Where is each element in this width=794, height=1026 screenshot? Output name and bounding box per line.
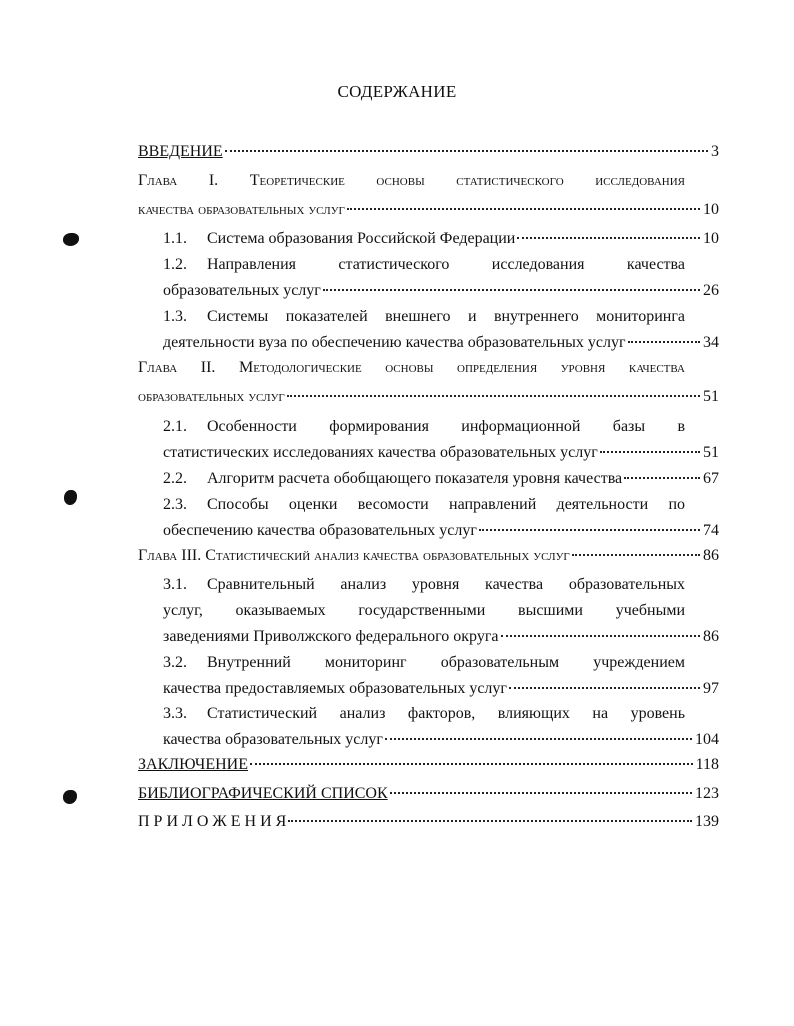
dot-leader xyxy=(225,150,708,152)
toc-entry-conclusion[interactable] xyxy=(138,752,719,778)
toc-entry-label: БИБЛИОГРАФИЧЕСКИЙ СПИСОК xyxy=(138,785,388,802)
dot-leader xyxy=(572,554,700,556)
dot-leader xyxy=(385,738,692,740)
toc-section-number: 3.3. xyxy=(163,705,187,722)
toc-entry-label: обеспечению качества образовательных услуг xyxy=(163,522,477,539)
toc-page-number: 118 xyxy=(695,756,719,773)
toc-section-number: 1.2. xyxy=(163,256,187,273)
toc-chapter-2-line1[interactable]: Глава II. Методологические основы определения уровня качества xyxy=(138,359,685,376)
toc-entry-3-1[interactable] xyxy=(163,624,719,650)
toc-entry-chapter-1[interactable] xyxy=(138,197,719,223)
toc-entry-chapter-3[interactable] xyxy=(138,543,719,569)
toc-entry-bibliography[interactable] xyxy=(138,781,719,807)
dot-leader xyxy=(288,820,692,822)
toc-entry-label: качества предоставляемых образовательных услуг xyxy=(163,680,507,697)
toc-entry-label: Статистический анализ факторов, влияющих на уровень xyxy=(207,705,685,722)
dot-leader xyxy=(250,763,693,765)
toc-entry-3-1-line1[interactable] xyxy=(163,572,685,598)
toc-entry-label: заведениями Приволжского федерального округа xyxy=(163,628,499,645)
toc-entry-label: П Р И Л О Ж Е Н И Я xyxy=(138,813,287,830)
toc-entry-3-3[interactable] xyxy=(163,727,719,753)
toc-entry-intro[interactable] xyxy=(138,139,719,165)
toc-page-number: 34 xyxy=(703,334,719,351)
toc-entry-label: Внутренний мониторинг образовательным учреждением xyxy=(207,654,685,671)
toc-entry-label: Система образования Российской Федерации xyxy=(207,230,516,247)
dot-leader xyxy=(501,635,701,637)
toc-section-number: 1.1. xyxy=(163,230,187,247)
toc-page-number: 123 xyxy=(695,785,719,802)
toc-section-number: 3.1. xyxy=(163,576,187,593)
dot-leader xyxy=(390,792,692,794)
toc-entry-label: Направления статистического исследования качества xyxy=(207,256,685,273)
toc-entry-label: качества образовательных услуг xyxy=(138,201,345,218)
dot-leader xyxy=(323,289,700,291)
toc-entry-label: Глава III. Статистический анализ качества образовательных услуг xyxy=(138,547,570,564)
toc-entry-1-1[interactable] xyxy=(163,226,719,252)
dot-leader xyxy=(628,341,700,343)
toc-section-number: 2.2. xyxy=(163,470,187,487)
toc-entry-label: Способы оценки весомости направлений деятельности по xyxy=(207,496,685,513)
toc-entry-label: ЗАКЛЮЧЕНИЕ xyxy=(138,756,248,773)
toc-entry-label: Сравнительный анализ уровня качества образовательных xyxy=(207,576,685,593)
toc-entry-1-2[interactable] xyxy=(163,278,719,304)
toc-page-number: 86 xyxy=(703,547,719,564)
dot-leader xyxy=(287,395,700,397)
toc-entry-label: качества образовательных услуг xyxy=(163,731,383,748)
toc-section-number: 2.3. xyxy=(163,496,187,513)
toc-entry-3-3-line1[interactable] xyxy=(163,701,685,727)
toc-page-number: 26 xyxy=(703,282,719,299)
toc-entry-1-3[interactable] xyxy=(163,330,719,356)
toc-entry-3-2-line1[interactable] xyxy=(163,650,685,676)
toc-entry-1-2-line1[interactable] xyxy=(163,252,685,278)
toc-page-number: 86 xyxy=(703,628,719,645)
toc-entry-label: Системы показателей внешнего и внутреннего мониторинга xyxy=(207,308,685,325)
toc-section-number: 1.3. xyxy=(163,308,187,325)
toc-chapter-1-line1[interactable]: Глава I. Теоретические основы статистического исследования xyxy=(138,172,685,189)
toc-entry-label: Алгоритм расчета обобщающего показателя уровня качества xyxy=(207,470,623,487)
toc-entry-3-2[interactable] xyxy=(163,676,719,702)
toc-entry-2-1-line1[interactable] xyxy=(163,414,685,440)
toc-entry-label: ВВЕДЕНИЕ xyxy=(138,143,223,160)
toc-entry-chapter-2[interactable] xyxy=(138,384,719,410)
toc-entry-label: статистических исследованиях качества образовательных услуг xyxy=(163,444,598,461)
toc-page-number: 67 xyxy=(703,470,719,487)
toc-page-number: 51 xyxy=(703,444,719,461)
punch-hole-mark xyxy=(63,790,77,804)
toc-entry-2-3-line1[interactable] xyxy=(163,492,685,518)
toc-entry-2-1[interactable] xyxy=(163,440,719,466)
punch-hole-mark xyxy=(64,490,77,505)
dot-leader xyxy=(624,477,700,479)
toc-entry-2-3[interactable] xyxy=(163,518,719,544)
toc-entry-2-2[interactable] xyxy=(163,466,719,492)
toc-page-number: 139 xyxy=(695,813,719,830)
toc-section-number: 2.1. xyxy=(163,418,187,435)
toc-page-number: 3 xyxy=(711,143,719,160)
dot-leader xyxy=(479,529,700,531)
page-title: СОДЕРЖАНИЕ xyxy=(337,82,457,101)
toc-entry-1-3-line1[interactable] xyxy=(163,304,685,330)
toc-entry-appendix[interactable] xyxy=(138,809,719,835)
toc-page-number: 74 xyxy=(703,522,719,539)
toc-entry-3-1-line2[interactable]: услуг, оказываемых государственными высшими учебными xyxy=(163,602,685,619)
toc-entry-label: Особенности формирования информационной базы в xyxy=(207,418,685,435)
toc-page-number: 104 xyxy=(695,731,719,748)
dot-leader xyxy=(600,451,700,453)
toc-page-number: 51 xyxy=(703,388,719,405)
toc-page-number: 10 xyxy=(703,201,719,218)
toc-page-number: 10 xyxy=(703,230,719,247)
toc-page-number: 97 xyxy=(703,680,719,697)
dot-leader xyxy=(517,237,700,239)
toc-entry-label: образовательных услуг xyxy=(138,388,285,405)
dot-leader xyxy=(509,687,700,689)
punch-hole-mark xyxy=(63,233,79,246)
dot-leader xyxy=(347,208,700,210)
toc-entry-label: образовательных услуг xyxy=(163,282,321,299)
toc-section-number: 3.2. xyxy=(163,654,187,671)
toc-entry-label: деятельности вуза по обеспечению качества образовательных услуг xyxy=(163,334,626,351)
